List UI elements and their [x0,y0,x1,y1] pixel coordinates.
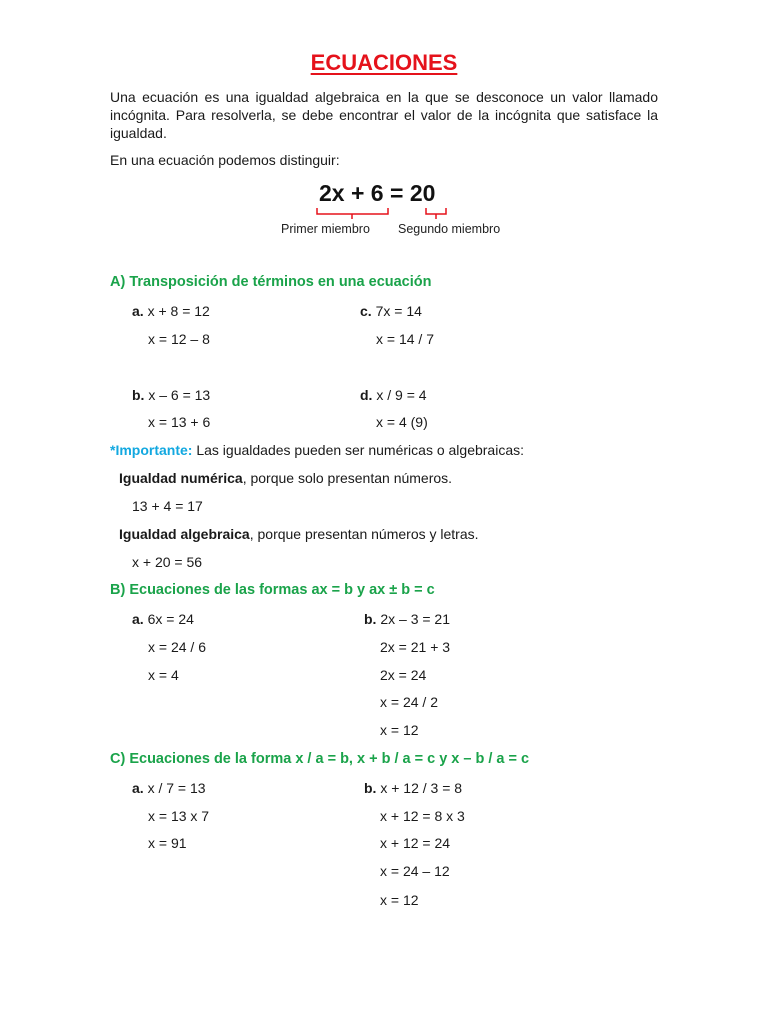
section-a-heading: A) Transposición de términos en una ecuación [110,274,432,290]
list-item: a. x / 7 = 13 [132,780,206,796]
distinguish-text: En una ecuación podemos distinguir: [110,152,340,168]
list-item: c. 7x = 14 [360,303,422,319]
list-item: b. x + 12 / 3 = 8 [364,780,463,796]
first-member-bracket [317,208,388,219]
list-item-step: x + 12 = 8 x 3 [380,808,465,824]
equation-rhs: 20 [409,180,436,206]
algebraic-example: x + 20 = 56 [132,554,203,570]
list-item: d. x / 9 = 4 [360,387,427,403]
list-item: a. x + 8 = 12 [132,303,210,319]
important-note: *Importante: Las igualdades pueden ser numéricas o algebraicas: [110,442,524,458]
equation-lhs: 2x + 6 [319,180,384,206]
list-item-step: x = 12 – 8 [148,331,210,347]
list-item-step: x = 12 [380,892,419,908]
second-member-bracket [426,208,446,219]
list-item-step: x + 12 = 24 [380,835,451,851]
list-item-step: x = 24 – 12 [380,863,450,879]
list-item-step: x = 12 [380,722,419,738]
list-item: a. 6x = 24 [132,611,194,627]
section-b-heading: B) Ecuaciones de las formas ax = b y ax ± b = c [110,582,435,598]
numeric-example: 13 + 4 = 17 [132,498,203,514]
algebraic-equality: Igualdad algebraica, porque presentan números y letras. [119,526,479,542]
list-item-step: x = 14 / 7 [376,331,434,347]
list-item-step: x = 13 + 6 [148,414,211,430]
numeric-equality: Igualdad numérica, porque solo presentan números. [119,470,453,486]
list-item-step: 2x = 21 + 3 [380,639,451,655]
second-member-label: Segundo miembro [398,222,501,236]
page-title: ECUACIONES [310,50,458,75]
important-label: *Importante: [110,442,193,458]
list-item-step: x = 4 (9) [376,414,428,430]
list-item-step: x = 4 [148,667,179,683]
section-c-heading: C) Ecuaciones de la forma x / a = b, x + b / a = c y x – b / a = c [110,751,530,767]
list-item-step: x = 24 / 2 [380,694,438,710]
example-equation [319,180,435,207]
list-item: b. x – 6 = 13 [132,387,211,403]
member-brackets [310,206,460,222]
intro-paragraph: Una ecuación es una igualdad algebraica en la que se desconoce un valor llamado incógnita. Para resolverla, se debe encontrar el valor de la incógnita que satisface la igualdad. [110,89,658,141]
list-item-step: x = 24 / 6 [148,639,206,655]
list-item-step: x = 91 [148,835,187,851]
list-item-step: x = 13 x 7 [148,808,210,824]
list-item: b. 2x – 3 = 21 [364,611,451,627]
first-member-label: Primer miembro [281,222,370,236]
equation-equals: = [389,180,404,206]
list-item-step: 2x = 24 [380,667,427,683]
